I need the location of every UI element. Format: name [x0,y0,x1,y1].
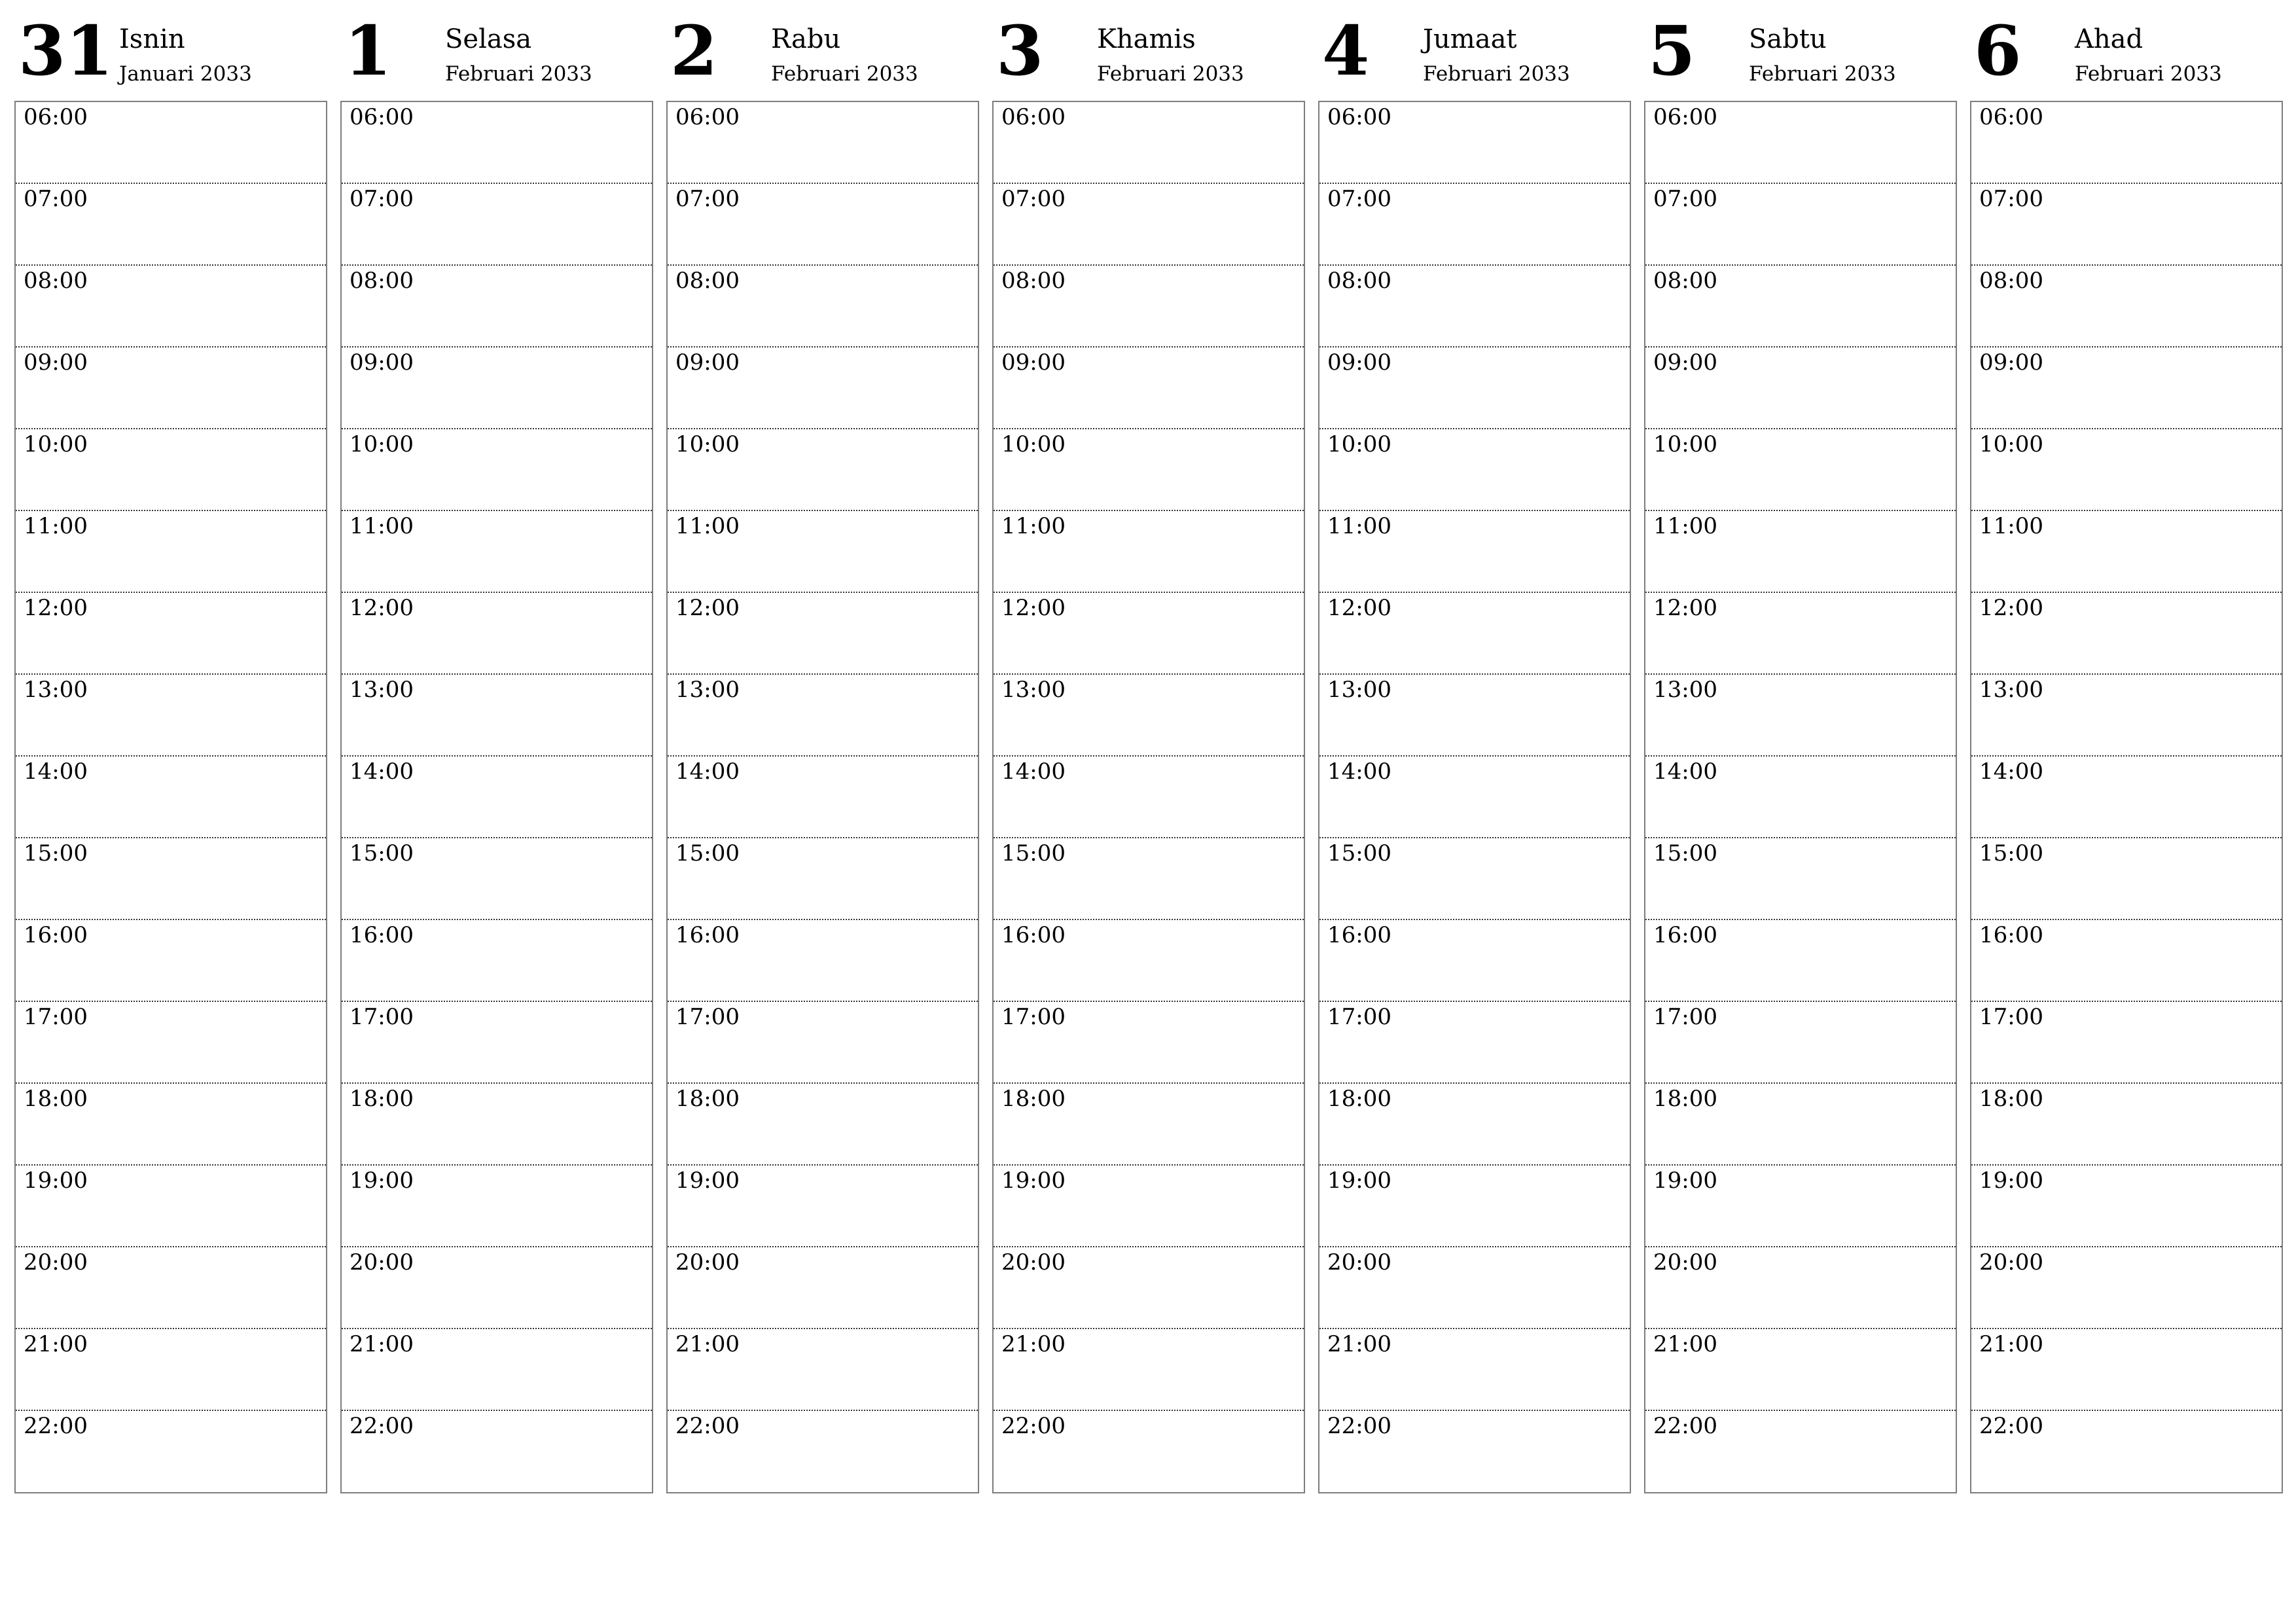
hour-label: 11:00 [1979,513,2043,539]
hour-label: 17:00 [675,1004,740,1030]
hour-label: 07:00 [24,186,88,212]
day-header [1318,0,1631,98]
hour-label: 17:00 [1327,1004,1391,1030]
hour-slot[interactable] [994,920,1304,1002]
hour-label: 07:00 [1653,186,1717,212]
hour-slot[interactable] [994,266,1304,348]
day-number: 2 [670,10,718,91]
hour-slot[interactable] [1971,675,2282,757]
hour-label: 08:00 [350,268,414,294]
hour-slot[interactable] [668,757,978,838]
hour-slot[interactable] [342,675,652,757]
hour-label: 13:00 [1001,677,1066,703]
hour-label: 19:00 [1001,1168,1066,1194]
hour-slot[interactable] [342,593,652,675]
hour-label: 06:00 [675,104,740,130]
hour-label: 17:00 [1001,1004,1066,1030]
hour-label: 10:00 [1979,431,2043,457]
hour-slot[interactable] [994,1166,1304,1247]
hour-label: 14:00 [350,758,414,785]
hour-slot[interactable] [668,1002,978,1084]
hour-slot[interactable] [994,511,1304,593]
hour-label: 08:00 [1653,268,1717,294]
hour-label: 19:00 [24,1168,88,1194]
hour-slot[interactable] [1645,1247,1956,1329]
hour-label: 14:00 [1001,758,1066,785]
hour-slot[interactable] [994,838,1304,920]
day-header [992,0,1305,98]
hour-slot[interactable] [342,1247,652,1329]
hour-label: 17:00 [1979,1004,2043,1030]
hour-label: 18:00 [1327,1086,1391,1112]
hour-slot[interactable] [994,1329,1304,1411]
hour-slot[interactable] [668,348,978,429]
day-name: Rabu [771,24,841,54]
hour-slot[interactable] [342,1166,652,1247]
day-name: Ahad [2075,24,2144,54]
hour-slot[interactable] [668,511,978,593]
hour-label: 10:00 [24,431,88,457]
hour-slot[interactable] [1645,593,1956,675]
hour-label: 20:00 [350,1249,414,1275]
hour-slot[interactable] [994,348,1304,429]
hour-slot[interactable] [668,920,978,1002]
hour-slot[interactable] [342,1084,652,1166]
hour-label: 16:00 [1653,922,1717,948]
hour-label: 22:00 [24,1413,88,1439]
hour-slot[interactable] [1319,1247,1630,1329]
hour-slot[interactable] [994,757,1304,838]
hour-slot[interactable] [342,1411,652,1493]
hour-slot[interactable] [1971,511,2282,593]
hour-slot[interactable] [16,1002,326,1084]
hour-slot[interactable] [668,675,978,757]
hour-slot[interactable] [16,1166,326,1247]
hour-label: 17:00 [350,1004,414,1030]
hour-label: 09:00 [350,349,414,376]
hour-slot[interactable] [1971,102,2282,184]
hour-label: 12:00 [1327,595,1391,621]
hour-label: 14:00 [24,758,88,785]
hour-slot[interactable] [1971,838,2282,920]
hour-label: 22:00 [1327,1413,1391,1439]
hour-label: 21:00 [350,1331,414,1357]
hour-label: 15:00 [1327,840,1391,866]
hour-slot[interactable] [16,348,326,429]
hour-label: 21:00 [1979,1331,2043,1357]
hour-label: 09:00 [1979,349,2043,376]
hour-label: 10:00 [1653,431,1717,457]
hour-slot[interactable] [1971,1002,2282,1084]
hour-slot[interactable] [342,348,652,429]
hour-slot[interactable] [1645,1411,1956,1493]
hour-slot[interactable] [1971,1329,2282,1411]
hour-slot[interactable] [342,920,652,1002]
hour-label: 12:00 [1979,595,2043,621]
hour-label: 22:00 [1979,1413,2043,1439]
hour-label: 08:00 [1979,268,2043,294]
day-schedule-box [992,101,1305,1493]
hour-label: 20:00 [1653,1249,1717,1275]
day-month-year: Februari 2033 [1749,62,1896,86]
day-header [1970,0,2283,98]
hour-slot[interactable] [342,266,652,348]
hour-label: 15:00 [350,840,414,866]
day-header [1644,0,1957,98]
hour-slot[interactable] [1645,102,1956,184]
hour-label: 08:00 [1001,268,1066,294]
hour-slot[interactable] [1645,1166,1956,1247]
day-month-year: Februari 2033 [2075,62,2222,86]
hour-label: 12:00 [350,595,414,621]
hour-label: 12:00 [1653,595,1717,621]
hour-slot[interactable] [668,429,978,511]
hour-slot[interactable] [1319,1411,1630,1493]
day-name: Khamis [1097,24,1196,54]
hour-slot[interactable] [342,184,652,266]
hour-label: 18:00 [1653,1086,1717,1112]
hour-slot[interactable] [994,429,1304,511]
hour-label: 20:00 [1327,1249,1391,1275]
hour-label: 13:00 [1653,677,1717,703]
hour-label: 06:00 [24,104,88,130]
hour-slot[interactable] [1319,593,1630,675]
hour-slot[interactable] [668,593,978,675]
hour-slot[interactable] [1645,348,1956,429]
hour-label: 13:00 [1979,677,2043,703]
day-number: 5 [1648,10,1696,91]
hour-slot[interactable] [1971,266,2282,348]
hour-slot[interactable] [1319,675,1630,757]
hour-slot[interactable] [342,1002,652,1084]
day-month-year: Januari 2033 [119,62,252,86]
day-number: 1 [344,10,392,91]
hour-label: 20:00 [675,1249,740,1275]
hour-slot[interactable] [1319,1084,1630,1166]
hour-slot[interactable] [1645,266,1956,348]
day-number: 31 [18,10,113,91]
hour-slot[interactable] [1645,1002,1956,1084]
hour-label: 21:00 [1653,1331,1717,1357]
hour-label: 09:00 [24,349,88,376]
hour-slot[interactable] [668,184,978,266]
day-header [340,0,653,98]
hour-slot[interactable] [1645,1084,1956,1166]
hour-slot[interactable] [1645,675,1956,757]
hour-slot[interactable] [1971,429,2282,511]
hour-label: 07:00 [350,186,414,212]
hour-label: 18:00 [350,1086,414,1112]
hour-slot[interactable] [668,102,978,184]
hour-slot[interactable] [1645,920,1956,1002]
hour-label: 06:00 [350,104,414,130]
hour-slot[interactable] [16,838,326,920]
hour-slot[interactable] [994,1084,1304,1166]
hour-slot[interactable] [1645,429,1956,511]
hour-slot[interactable] [342,1329,652,1411]
day-name: Selasa [445,24,532,54]
hour-slot[interactable] [16,184,326,266]
hour-slot[interactable] [16,1084,326,1166]
hour-label: 09:00 [1001,349,1066,376]
hour-slot[interactable] [1971,1166,2282,1247]
hour-label: 15:00 [675,840,740,866]
hour-label: 22:00 [1653,1413,1717,1439]
hour-slot[interactable] [668,1084,978,1166]
hour-slot[interactable] [1971,757,2282,838]
hour-label: 18:00 [1001,1086,1066,1112]
hour-label: 09:00 [1653,349,1717,376]
hour-label: 11:00 [1327,513,1391,539]
hour-slot[interactable] [16,593,326,675]
day-number: 4 [1322,10,1370,91]
hour-label: 13:00 [1327,677,1391,703]
hour-slot[interactable] [342,757,652,838]
hour-slot[interactable] [342,511,652,593]
hour-slot[interactable] [16,757,326,838]
hour-label: 09:00 [1327,349,1391,376]
hour-label: 08:00 [24,268,88,294]
hour-slot[interactable] [668,266,978,348]
hour-label: 11:00 [1001,513,1066,539]
hour-slot[interactable] [1971,593,2282,675]
hour-slot[interactable] [994,1411,1304,1493]
day-month-year: Februari 2033 [1097,62,1244,86]
hour-label: 15:00 [1001,840,1066,866]
hour-label: 19:00 [675,1168,740,1194]
hour-slot[interactable] [16,1247,326,1329]
hour-label: 10:00 [675,431,740,457]
hour-label: 17:00 [1653,1004,1717,1030]
hour-label: 13:00 [675,677,740,703]
hour-label: 15:00 [24,840,88,866]
hour-slot[interactable] [668,1329,978,1411]
hour-slot[interactable] [1319,348,1630,429]
hour-slot[interactable] [994,102,1304,184]
hour-slot[interactable] [16,102,326,184]
day-number: 3 [996,10,1044,91]
hour-slot[interactable] [1319,184,1630,266]
hour-label: 08:00 [1327,268,1391,294]
day-schedule-box [14,101,327,1493]
hour-label: 17:00 [24,1004,88,1030]
hour-label: 11:00 [24,513,88,539]
day-schedule-box [666,101,979,1493]
hour-label: 22:00 [350,1413,414,1439]
day-schedule-box [1644,101,1957,1493]
day-header [14,0,327,98]
hour-label: 19:00 [1979,1168,2043,1194]
hour-label: 06:00 [1001,104,1066,130]
hour-label: 20:00 [24,1249,88,1275]
day-name: Jumaat [1423,24,1517,54]
day-month-year: Februari 2033 [771,62,918,86]
hour-slot[interactable] [342,102,652,184]
hour-slot[interactable] [16,1329,326,1411]
day-header [666,0,979,98]
hour-slot[interactable] [1645,757,1956,838]
hour-label: 10:00 [350,431,414,457]
hour-label: 16:00 [24,922,88,948]
hour-label: 20:00 [1979,1249,2043,1275]
day-schedule-box [1970,101,2283,1493]
hour-slot[interactable] [668,1411,978,1493]
hour-label: 21:00 [675,1331,740,1357]
hour-label: 06:00 [1653,104,1717,130]
hour-label: 21:00 [1327,1331,1391,1357]
hour-label: 19:00 [1327,1168,1391,1194]
hour-label: 19:00 [350,1168,414,1194]
hour-slot[interactable] [1319,1166,1630,1247]
hour-slot[interactable] [1319,1329,1630,1411]
hour-slot[interactable] [16,511,326,593]
hour-label: 07:00 [675,186,740,212]
hour-label: 14:00 [675,758,740,785]
hour-label: 22:00 [1001,1413,1066,1439]
hour-slot[interactable] [1971,920,2282,1002]
hour-label: 12:00 [675,595,740,621]
hour-slot[interactable] [342,429,652,511]
hour-slot[interactable] [1319,757,1630,838]
hour-slot[interactable] [16,1411,326,1493]
hour-label: 09:00 [675,349,740,376]
hour-slot[interactable] [1319,1002,1630,1084]
hour-slot[interactable] [16,429,326,511]
day-month-year: Februari 2033 [1423,62,1570,86]
hour-slot[interactable] [994,1002,1304,1084]
hour-label: 07:00 [1979,186,2043,212]
hour-label: 22:00 [675,1413,740,1439]
hour-label: 11:00 [1653,513,1717,539]
hour-slot[interactable] [994,675,1304,757]
hour-label: 11:00 [350,513,414,539]
hour-label: 16:00 [675,922,740,948]
hour-label: 14:00 [1979,758,2043,785]
hour-slot[interactable] [994,1247,1304,1329]
hour-label: 06:00 [1327,104,1391,130]
day-month-year: Februari 2033 [445,62,592,86]
hour-label: 14:00 [1653,758,1717,785]
hour-label: 08:00 [675,268,740,294]
hour-slot[interactable] [994,184,1304,266]
hour-slot[interactable] [994,593,1304,675]
day-schedule-box [340,101,653,1493]
hour-slot[interactable] [1319,920,1630,1002]
hour-label: 12:00 [24,595,88,621]
hour-slot[interactable] [16,266,326,348]
hour-slot[interactable] [1971,1411,2282,1493]
hour-slot[interactable] [1319,838,1630,920]
hour-slot[interactable] [1319,266,1630,348]
hour-label: 06:00 [1979,104,2043,130]
hour-slot[interactable] [1971,348,2282,429]
hour-label: 20:00 [1001,1249,1066,1275]
day-name: Isnin [119,24,185,54]
hour-label: 10:00 [1327,431,1391,457]
hour-label: 15:00 [1979,840,2043,866]
hour-label: 18:00 [675,1086,740,1112]
hour-label: 16:00 [1979,922,2043,948]
hour-slot[interactable] [1319,511,1630,593]
hour-slot[interactable] [1971,184,2282,266]
hour-label: 21:00 [24,1331,88,1357]
hour-slot[interactable] [668,838,978,920]
hour-slot[interactable] [668,1166,978,1247]
hour-label: 16:00 [1001,922,1066,948]
hour-slot[interactable] [1319,102,1630,184]
day-schedule-box [1318,101,1631,1493]
hour-slot[interactable] [342,838,652,920]
hour-label: 10:00 [1001,431,1066,457]
hour-label: 13:00 [24,677,88,703]
hour-slot[interactable] [1645,1329,1956,1411]
hour-label: 18:00 [1979,1086,2043,1112]
day-number: 6 [1974,10,2022,91]
hour-slot[interactable] [1645,838,1956,920]
hour-slot[interactable] [1645,511,1956,593]
hour-label: 16:00 [350,922,414,948]
hour-label: 18:00 [24,1086,88,1112]
day-name: Sabtu [1749,24,1827,54]
hour-label: 07:00 [1327,186,1391,212]
hour-label: 14:00 [1327,758,1391,785]
hour-slot[interactable] [16,675,326,757]
hour-label: 15:00 [1653,840,1717,866]
hour-slot[interactable] [1971,1247,2282,1329]
hour-slot[interactable] [1645,184,1956,266]
hour-slot[interactable] [16,920,326,1002]
hour-slot[interactable] [1971,1084,2282,1166]
hour-slot[interactable] [668,1247,978,1329]
hour-label: 16:00 [1327,922,1391,948]
hour-label: 12:00 [1001,595,1066,621]
hour-label: 21:00 [1001,1331,1066,1357]
hour-slot[interactable] [1319,429,1630,511]
hour-label: 13:00 [350,677,414,703]
hour-label: 11:00 [675,513,740,539]
hour-label: 07:00 [1001,186,1066,212]
hour-label: 19:00 [1653,1168,1717,1194]
